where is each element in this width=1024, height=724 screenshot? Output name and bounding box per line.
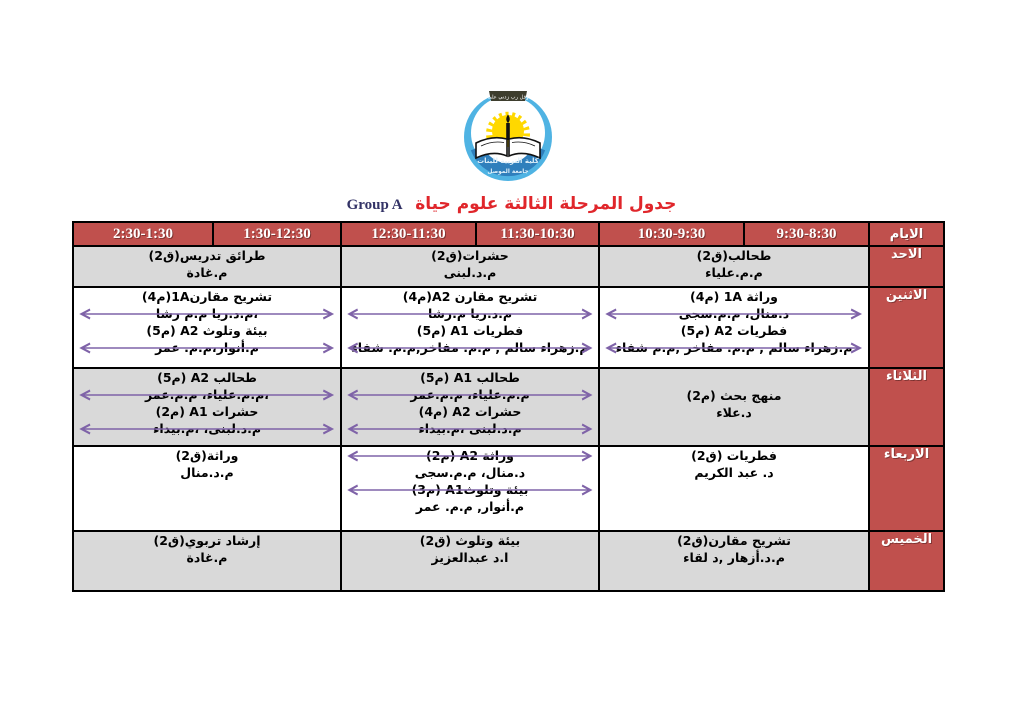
time-header: 2:30-1:30 xyxy=(73,222,213,246)
logo-wrap xyxy=(72,90,944,188)
schedule-cell xyxy=(73,446,341,531)
course-line: إرشاد تربوي(ق2) xyxy=(153,533,261,548)
schedule-cell xyxy=(599,287,869,368)
header-row xyxy=(73,222,944,246)
schedule-cell xyxy=(599,246,869,287)
course-line: طحالب(ق2) xyxy=(696,248,772,263)
course-line: طرائق تدريس(ق2) xyxy=(148,248,266,263)
schedule-cell xyxy=(599,531,869,591)
timetable-content xyxy=(72,90,944,592)
logo-university-text: جامعة الموصل xyxy=(487,169,529,175)
course-line: د.منال، م.م.سجى xyxy=(414,465,526,480)
page-title xyxy=(72,194,944,214)
course-line: بيئة وتلوث A2 (م5) xyxy=(146,323,268,338)
day-label: الثلاثاء xyxy=(869,368,944,446)
course-line: م.زهراء سالم , م.م. مفاخر,م.م. شفاء xyxy=(342,339,598,356)
course-line: د. عبد الكريم xyxy=(694,465,774,480)
course-line: د.علاء xyxy=(716,405,752,420)
course-line: وراثة A2 (م2) xyxy=(342,447,598,464)
course-line: حشرات(ق2) xyxy=(431,248,509,263)
schedule-cell xyxy=(341,531,599,591)
schedule-row xyxy=(73,446,944,531)
course-line: م.د.أزهار ,د لقاء xyxy=(683,550,785,565)
course-line: طحالب A1 (م5) xyxy=(420,370,520,385)
schedule-cell xyxy=(341,446,599,531)
logo-banner-text: وقل رب زدني علما xyxy=(487,94,529,101)
schedule-cell xyxy=(73,246,341,287)
course-line: م.أنوار،م.م. عمر xyxy=(74,339,340,356)
course-line: ،م.د.ريا م.م رشا xyxy=(74,305,340,322)
course-line: تشريح مقارن1A(م4) xyxy=(141,289,273,304)
course-line: فطريات (ق2) xyxy=(691,448,777,463)
time-header: 11:30-10:30 xyxy=(476,222,599,246)
days-column-header: الايام xyxy=(869,222,944,246)
schedule-row xyxy=(73,368,944,446)
course-line: حشرات A2 (م4) xyxy=(418,404,522,419)
course-line: م.م.علياء xyxy=(705,265,763,280)
course-line: منهج بحث (م2) xyxy=(686,388,782,403)
schedule-table xyxy=(72,221,945,592)
course-line: تشريح مقارن(ق2) xyxy=(677,533,791,548)
course-line: م.د.لبنى xyxy=(443,265,497,280)
course-line: بيئة وتلوثA1 (م3) xyxy=(342,481,598,498)
title-arabic: جدول المرحلة الثالثة علوم حياة xyxy=(415,194,677,214)
schedule-cell xyxy=(599,446,869,531)
time-header: 1:30-12:30 xyxy=(213,222,341,246)
course-line: فطريات A2 (م5) xyxy=(680,323,788,338)
course-line: م.غادة xyxy=(186,550,228,565)
schedule-row xyxy=(73,531,944,591)
course-line: فطريات A1 (م5) xyxy=(416,323,524,338)
day-label: الاربعاء xyxy=(869,446,944,531)
schedule-cell xyxy=(341,368,599,446)
course-line: وراثة 1A (م4) xyxy=(690,289,778,304)
schedule-cell xyxy=(73,287,341,368)
course-line: م.زهراء سالم , م.م. مفاخر ,م.م شفاء xyxy=(600,339,868,356)
time-header: 10:30-9:30 xyxy=(599,222,744,246)
course-line: تشريح مقارن A2(م4) xyxy=(402,289,538,304)
course-line: حشرات A1 (م2) xyxy=(155,404,259,419)
title-group-label: Group A xyxy=(346,197,403,213)
schedule-row xyxy=(73,287,944,368)
schedule-cell xyxy=(341,287,599,368)
course-line: ا.د عبدالعزيز xyxy=(431,550,509,565)
schedule-row xyxy=(73,246,944,287)
day-label: الخميس xyxy=(869,531,944,591)
college-logo xyxy=(449,90,567,186)
time-header: 9:30-8:30 xyxy=(744,222,869,246)
schedule-cell xyxy=(599,368,869,446)
course-line: م.م.علياء، م.م.عمر xyxy=(342,386,598,403)
schedule-cell xyxy=(73,531,341,591)
course-line: ،م.م.علياء، م.م.عمر xyxy=(74,386,340,403)
course-line: وراثة(ق2) xyxy=(175,448,239,463)
day-label: الاحد xyxy=(869,246,944,287)
schedule-body xyxy=(73,246,944,591)
course-line: م.د.لبنى ،م.بيداء xyxy=(342,420,598,437)
course-line: م.د.لبنى، ،م.بيداء xyxy=(74,420,340,437)
course-line: م.أنوار, م.م. عمر xyxy=(415,499,525,514)
day-label: الاثنين xyxy=(869,287,944,368)
schedule-cell xyxy=(73,368,341,446)
course-line: بيئة وتلوث (ق2) xyxy=(419,533,521,548)
course-line: م.غادة xyxy=(186,265,228,280)
time-header: 12:30-11:30 xyxy=(341,222,476,246)
course-line: د.منال، م.م.سجى xyxy=(600,305,868,322)
course-line: م.د.منال xyxy=(180,465,234,480)
course-line: طحالب A2 (م5) xyxy=(157,370,257,385)
course-line: م.د.ريا م.رشا xyxy=(342,305,598,322)
schedule-cell xyxy=(341,246,599,287)
logo-college-text: كلية التربية للبنات xyxy=(477,157,539,165)
